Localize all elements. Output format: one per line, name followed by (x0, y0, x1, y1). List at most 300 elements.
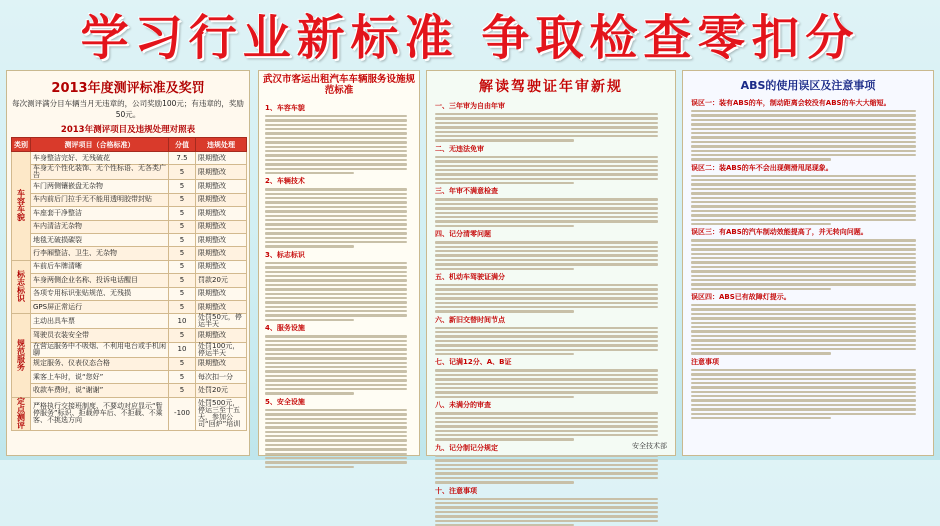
cell-pts: 5 (169, 371, 196, 384)
cell-pts: 5 (169, 247, 196, 260)
text-line (265, 409, 407, 411)
cell-act: 限期整改 (196, 247, 247, 260)
text-line (691, 304, 916, 306)
text-line (435, 417, 658, 419)
text-line (435, 293, 658, 295)
text-line (691, 123, 916, 125)
cell-pts: 5 (169, 329, 196, 342)
cell-pts: -100 (169, 397, 196, 430)
text-line (265, 466, 354, 468)
text-line (435, 182, 574, 184)
text-line (691, 275, 916, 277)
header-action: 违规处理 (196, 138, 247, 152)
text-line (265, 262, 407, 264)
text-line (265, 141, 407, 143)
text-line (435, 117, 658, 119)
text-line (691, 417, 831, 419)
cell-item: 行李厢整洁、卫生、无杂物 (31, 247, 169, 260)
category-cell: 规范服务 (12, 314, 31, 398)
text-line (265, 362, 407, 364)
cell-pts: 5 (169, 357, 196, 370)
text-line (265, 241, 407, 243)
text-line (265, 310, 407, 312)
cell-pts: 7.5 (169, 152, 196, 165)
cell-act: 限期整改 (196, 260, 247, 273)
text-line (435, 306, 658, 308)
text-line (435, 331, 658, 333)
cell-act: 限期整改 (196, 287, 247, 300)
cell-item: 主动出具车票 (31, 314, 169, 329)
cell-item: 车内前后门拉手无不能用透明胶带封贴 (31, 193, 169, 206)
text-line (691, 317, 916, 319)
text-line (265, 206, 407, 208)
text-line (435, 520, 658, 522)
text-line (435, 122, 658, 124)
license-review-panel (426, 70, 676, 495)
table-row (12, 342, 247, 357)
text-line (435, 246, 658, 248)
text-line (265, 223, 407, 225)
text-line (691, 141, 916, 143)
department-label: 安全技术部 (632, 442, 667, 450)
table-row (12, 220, 247, 233)
text-line (691, 201, 916, 203)
table-row (12, 165, 247, 180)
category-cell: 标志标识 (12, 260, 31, 314)
text-line (691, 308, 916, 310)
cell-item: 乘客上车时，说“您好” (31, 371, 169, 384)
text-line (265, 279, 407, 281)
text-line (435, 378, 658, 380)
text-line (265, 444, 407, 446)
cell-pts: 5 (169, 165, 196, 180)
text-line (691, 205, 916, 207)
text-line (691, 270, 916, 272)
header-points: 分值 (169, 138, 196, 152)
table-row (12, 152, 247, 165)
text-line (265, 210, 407, 212)
text-line (691, 188, 916, 190)
cell-pts: 5 (169, 193, 196, 206)
text-line (265, 219, 407, 221)
text-line (691, 145, 916, 147)
table-row (12, 384, 247, 397)
text-line (435, 498, 658, 500)
scoring-panel (6, 70, 250, 456)
text-line (435, 383, 658, 385)
text-line (265, 197, 407, 199)
cell-item: 各项专用标识张贴规范、无残损 (31, 287, 169, 300)
cell-item: 驾驶员衣装安全带 (31, 329, 169, 342)
text-line (691, 399, 916, 401)
text-line (435, 169, 658, 171)
text-line (435, 139, 574, 141)
text-line (265, 439, 407, 441)
text-line (265, 448, 407, 450)
text-line (691, 219, 916, 221)
text-line (435, 340, 658, 342)
cell-act: 罚款20元 (196, 274, 247, 287)
text-line (265, 418, 407, 420)
table-row (12, 260, 247, 273)
text-line (691, 382, 916, 384)
text-line (691, 339, 916, 341)
text-line (265, 245, 354, 247)
section-heading: 注意事项 (691, 357, 719, 366)
table-row (12, 357, 247, 370)
text-line (691, 391, 916, 393)
cell-pts: 10 (169, 342, 196, 357)
text-line (435, 349, 658, 351)
text-line (435, 502, 658, 504)
text-line (691, 158, 831, 160)
text-line (265, 188, 407, 190)
text-line (435, 216, 658, 218)
cell-act: 限期整改 (196, 152, 247, 165)
section-heading: 七、记满12分、A、B证 (435, 358, 512, 367)
text-line (265, 314, 407, 316)
cell-pts: 5 (169, 180, 196, 193)
text-line (265, 119, 407, 121)
cell-act: 限期整改 (196, 300, 247, 313)
text-line (435, 327, 658, 329)
text-line (265, 297, 407, 299)
text-line (265, 413, 407, 415)
text-line (265, 237, 407, 239)
section-heading: 4、服务设施 (265, 324, 305, 333)
text-line (265, 293, 407, 295)
cell-item: 车身整洁完好、无残破花 (31, 152, 169, 165)
cell-item: 车内清洁无杂物 (31, 220, 169, 233)
text-line (435, 472, 658, 474)
text-line (435, 259, 658, 261)
text-line (265, 159, 407, 161)
scoring-subtitle: 每次测评满分目车辆当月无违章的，公司奖励100元；有违章的，奖励50元。 (12, 99, 244, 119)
cell-act: 限期整改 (196, 220, 247, 233)
table-title: 2013年测评项目及违规处理对照表 (60, 125, 196, 135)
table-row (12, 300, 247, 313)
cell-pts: 10 (169, 314, 196, 329)
text-line (265, 132, 407, 134)
text-line (691, 239, 916, 241)
text-line (691, 244, 916, 246)
text-line (435, 396, 574, 398)
text-line (691, 335, 916, 337)
abs-body (683, 98, 933, 419)
text-line (265, 288, 407, 290)
cell-item: 车身两侧企业名称、投诉电话醒目 (31, 274, 169, 287)
cell-item: 在营运服务中不吸烟、不利用电台或手机闲聊 (31, 342, 169, 357)
section-heading: 二、无违法免审 (435, 144, 484, 153)
cell-item: 严格执行交接班制度、不要动对应显示“暂停服务”标识、拒载停车后、不拒载、不乘客、不挑选方向 (31, 397, 169, 430)
text-line (691, 154, 916, 156)
text-line (691, 261, 916, 263)
text-line (265, 319, 354, 321)
text-line (691, 408, 916, 410)
section-heading: 误区四：ABS已有故障灯提示。 (691, 293, 791, 302)
vehicle-standards-title: 武汉市客运出租汽车车辆服务设施规范标准 (262, 74, 415, 96)
text-line (435, 310, 574, 312)
cell-item: 车门两侧镶嵌盘无杂物 (31, 180, 169, 193)
vehicle-standards-panel (258, 70, 420, 456)
text-line (691, 378, 916, 380)
text-line (691, 322, 916, 324)
text-line (265, 154, 407, 156)
table-row (12, 193, 247, 206)
text-line (265, 392, 354, 394)
text-line (435, 468, 658, 470)
text-line (435, 131, 658, 133)
text-line (435, 391, 658, 393)
section-heading: 八、未满分的审查 (435, 401, 491, 410)
text-line (265, 150, 407, 152)
text-line (265, 128, 407, 130)
text-line (435, 434, 658, 436)
table-header-row (12, 138, 247, 152)
text-line (435, 455, 658, 457)
headline: 学习行业新标准 争取检查零扣分 (80, 9, 860, 66)
table-row (12, 233, 247, 246)
cell-act: 处罚500元，停运三至十五天，参加公司“回炉”培训 (196, 397, 247, 430)
text-line (265, 137, 407, 139)
text-line (691, 114, 916, 116)
text-line (435, 263, 658, 265)
table-row (12, 371, 247, 384)
cell-pts: 5 (169, 220, 196, 233)
text-line (691, 386, 916, 388)
category-cell: 定点测评 (12, 397, 31, 430)
text-line (435, 220, 658, 222)
text-line (265, 461, 407, 463)
text-line (691, 119, 916, 121)
section-heading: 一、三年审为自由年审 (435, 102, 505, 110)
text-line (435, 481, 574, 483)
text-line (265, 340, 407, 342)
text-line (435, 438, 574, 440)
text-line (435, 430, 658, 432)
section-heading: 误区三：有ABS的汽车制动效能提高了，并无转向问题。 (691, 228, 868, 237)
cell-pts: 5 (169, 300, 196, 313)
table-row (12, 287, 247, 300)
text-line (691, 210, 916, 212)
text-line (435, 207, 658, 209)
text-line (435, 284, 658, 286)
text-line (265, 306, 407, 308)
section-heading: 九、记分制记分规定 (435, 443, 498, 452)
text-line (691, 326, 916, 328)
cell-pts: 5 (169, 233, 196, 246)
cell-item: GPS屏正常运行 (31, 300, 169, 313)
cell-act: 限期整改 (196, 233, 247, 246)
cell-pts: 5 (169, 260, 196, 273)
text-line (265, 426, 407, 428)
text-line (265, 232, 407, 234)
cell-item: 车座套干净整洁 (31, 207, 169, 220)
text-line (265, 457, 407, 459)
table-row (12, 274, 247, 287)
text-line (435, 135, 658, 137)
cell-act: 限期整改 (196, 193, 247, 206)
cell-act: 限期整改 (196, 329, 247, 342)
text-line (265, 348, 407, 350)
text-line (435, 268, 574, 270)
text-line (265, 266, 407, 268)
text-line (265, 301, 407, 303)
cell-item: 收款车费时，说“谢谢” (31, 384, 169, 397)
text-line (265, 384, 407, 386)
cell-act: 处罚100元，停运半天 (196, 342, 247, 357)
text-line (691, 373, 916, 375)
text-line (435, 506, 658, 508)
text-line (265, 275, 407, 277)
cell-pts: 5 (169, 287, 196, 300)
text-line (691, 404, 916, 406)
text-line (691, 257, 916, 259)
vehicle-standards-body (259, 103, 419, 468)
text-line (691, 288, 831, 290)
cell-act: 处罚20元 (196, 384, 247, 397)
text-line (691, 223, 831, 225)
text-line (265, 453, 407, 455)
cell-pts: 5 (169, 207, 196, 220)
cell-item: 规定服务、仪表仪态合格 (31, 357, 169, 370)
text-line (265, 193, 407, 195)
section-heading: 六、新旧交替时间节点 (435, 315, 505, 324)
text-line (265, 271, 407, 273)
text-line (691, 197, 916, 199)
text-line (435, 113, 658, 115)
text-line (691, 352, 831, 354)
cell-act: 限期整改 (196, 165, 247, 180)
text-line (691, 175, 916, 177)
text-line (265, 353, 407, 355)
cell-pts: 5 (169, 274, 196, 287)
abs-title: ABS的使用误区及注意事项 (740, 79, 876, 92)
text-line (265, 228, 407, 230)
text-line (435, 412, 658, 414)
text-line (435, 126, 658, 128)
cell-item: 地毯无破损碳裂 (31, 233, 169, 246)
text-line (265, 172, 354, 174)
cell-act: 处罚50元，停运半天 (196, 314, 247, 329)
text-line (691, 369, 916, 371)
text-line (435, 288, 658, 290)
scoring-table (11, 137, 247, 431)
table-row (12, 314, 247, 329)
text-line (265, 115, 407, 117)
section-heading: 五、机动车驾驶证满分 (435, 272, 505, 281)
cell-act: 限期整改 (196, 357, 247, 370)
cell-pts: 5 (169, 384, 196, 397)
text-line (435, 254, 658, 256)
text-line (435, 387, 658, 389)
text-line (435, 459, 658, 461)
text-line (265, 422, 407, 424)
text-line (265, 201, 407, 203)
text-line (265, 388, 407, 390)
text-line (691, 248, 916, 250)
text-line (691, 110, 916, 112)
cell-item: 车身无个性化装饰、无个性标语、无各类广告 (31, 165, 169, 180)
text-line (691, 179, 916, 181)
text-line (691, 192, 916, 194)
text-line (691, 150, 916, 152)
text-line (691, 253, 916, 255)
abs-panel (682, 70, 934, 456)
text-line (265, 215, 407, 217)
header-category: 类别 (12, 138, 31, 152)
cell-act: 限期整改 (196, 180, 247, 193)
text-line (435, 464, 658, 466)
text-line (435, 160, 658, 162)
text-line (265, 124, 407, 126)
text-line (265, 284, 407, 286)
text-line (691, 413, 916, 415)
text-line (691, 313, 916, 315)
text-line (691, 395, 916, 397)
text-line (435, 250, 658, 252)
section-heading: 2、车辆技术 (265, 177, 305, 186)
text-line (265, 370, 407, 372)
text-line (691, 183, 916, 185)
text-line (265, 375, 407, 377)
text-line (691, 266, 916, 268)
text-line (435, 212, 658, 214)
text-line (435, 165, 658, 167)
text-line (265, 357, 407, 359)
text-line (435, 173, 658, 175)
text-line (435, 369, 658, 371)
text-line (435, 198, 658, 200)
text-line (435, 297, 658, 299)
text-line (435, 344, 658, 346)
table-row (12, 247, 247, 260)
text-line (691, 330, 916, 332)
section-heading: 误区一：装有ABS的车，制动距离会较没有ABS的车大大缩短。 (691, 99, 891, 107)
section-heading: 误区二：装ABS的车不会出现侧滑甩尾现象。 (691, 163, 833, 172)
text-line (435, 374, 658, 376)
header-item: 测评项目（合格标准） (31, 138, 169, 152)
text-line (691, 136, 916, 138)
text-line (691, 214, 916, 216)
table-row (12, 329, 247, 342)
text-line (435, 203, 658, 205)
cell-item: 车前后车牌清晰 (31, 260, 169, 273)
text-line (435, 477, 658, 479)
license-review-title: 解读驾驶证年审新规 (479, 79, 623, 95)
section-heading: 1、车容车貌 (265, 103, 305, 112)
text-line (435, 156, 658, 158)
text-line (435, 515, 658, 517)
section-heading: 5、安全设施 (265, 397, 305, 406)
text-line (435, 225, 574, 227)
text-line (435, 335, 658, 337)
text-line (435, 178, 658, 180)
text-line (265, 168, 407, 170)
text-line (265, 435, 407, 437)
section-heading: 3、标志标识 (265, 250, 305, 259)
table-row (12, 207, 247, 220)
table-row (12, 397, 247, 430)
text-line (265, 163, 407, 165)
category-cell: 车容车貌 (12, 152, 31, 261)
text-line (435, 302, 658, 304)
text-line (691, 348, 916, 350)
license-review-body (427, 101, 675, 526)
text-line (691, 344, 916, 346)
cell-act: 每次扣一分 (196, 371, 247, 384)
text-line (435, 241, 658, 243)
